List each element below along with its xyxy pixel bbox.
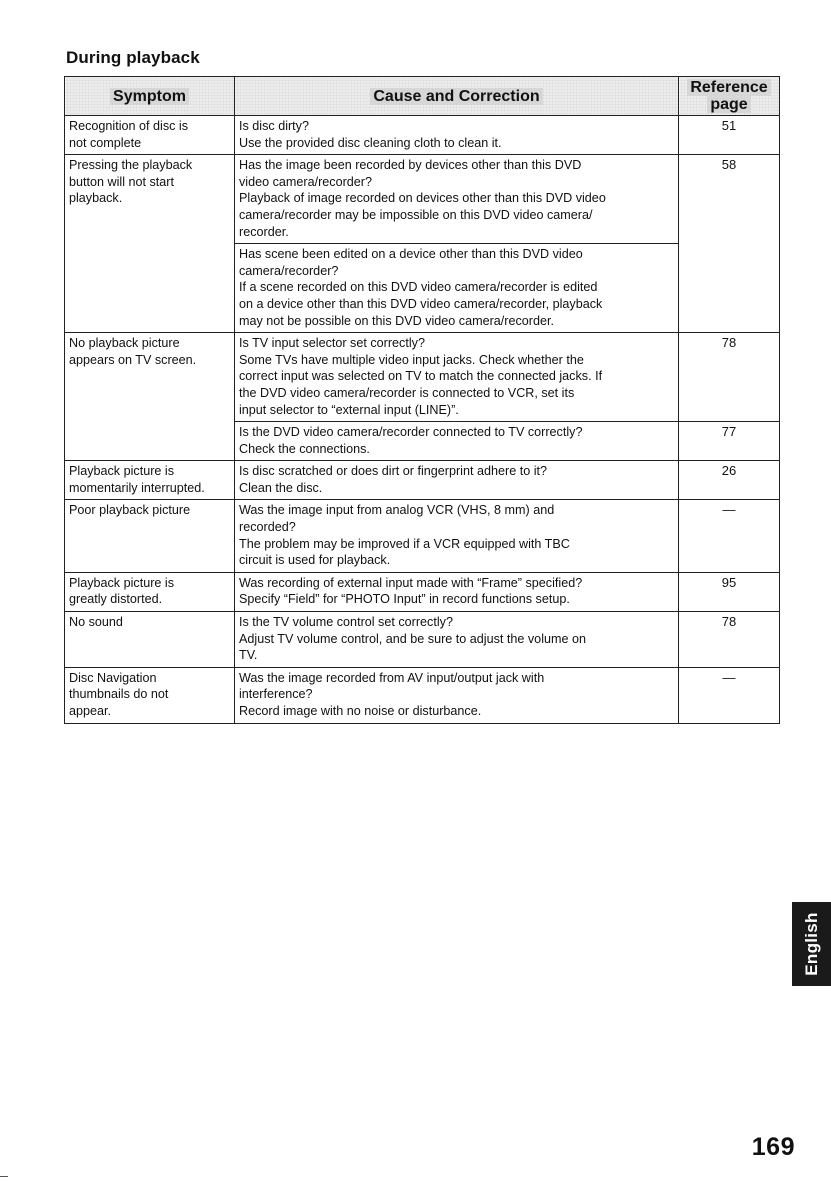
reference-page-cell: 78	[679, 612, 780, 668]
symptom-cell: Pressing the playback button will not start playback.	[65, 155, 235, 333]
section-title: During playback	[66, 48, 200, 67]
table-row	[65, 333, 780, 422]
header-reference-page: Reference page	[679, 77, 780, 116]
cause-correction-cell: Has scene been edited on a device other than this DVD video camera/recorder? If a scene recorded on this DVD video camera/recorder is edited on a device other than this DVD video camera/recorder, playback may not be possible on this DVD video camera/recorder.	[235, 244, 679, 333]
symptom-cell: No playback picture appears on TV screen.	[65, 333, 235, 461]
cause-correction-cell: Is disc scratched or does dirt or fingerprint adhere to it? Clean the disc.	[235, 461, 679, 500]
troubleshooting-table	[64, 76, 780, 724]
table-row	[65, 500, 780, 572]
header-cause-and-correction: Cause and Correction	[235, 77, 679, 116]
symptom-cell: Disc Navigation thumbnails do not appear.	[65, 667, 235, 723]
table-header-row	[65, 77, 780, 116]
cause-correction-cell: Is TV input selector set correctly? Some TVs have multiple video input jacks. Check whether the correct input was selected on TV to match the connected jacks. If the DVD video camera/recorder is connected to VCR, set its input selector to “external input (LINE)”.	[235, 333, 679, 422]
language-tab-label: English	[801, 912, 821, 976]
reference-page-cell: —	[679, 500, 780, 572]
table-row	[65, 572, 780, 611]
symptom-cell: Playback picture is greatly distorted.	[65, 572, 235, 611]
table-row	[65, 461, 780, 500]
reference-page-cell: 78	[679, 333, 780, 422]
cause-correction-cell: Has the image been recorded by devices other than this DVD video camera/recorder? Playback of image recorded on devices other than this DVD video camera/recorder may be impossible on this DVD video camera/ recorder.	[235, 155, 679, 244]
reference-page-cell: 51	[679, 116, 780, 155]
symptom-cell: Poor playback picture	[65, 500, 235, 572]
cause-correction-cell: Is the TV volume control set correctly? Adjust TV volume control, and be sure to adjust the volume on TV.	[235, 612, 679, 668]
language-tab	[792, 902, 831, 986]
reference-page-cell: 26	[679, 461, 780, 500]
reference-page-cell: 95	[679, 572, 780, 611]
table-row	[65, 116, 780, 155]
header-symptom: Symptom	[65, 77, 235, 116]
symptom-cell: Playback picture is momentarily interrupted.	[65, 461, 235, 500]
reference-page-cell: 77	[679, 422, 780, 461]
cause-correction-cell: Was recording of external input made with “Frame” specified? Specify “Field” for “PHOTO Input” in record functions setup.	[235, 572, 679, 611]
symptom-cell: No sound	[65, 612, 235, 668]
cause-correction-cell: Is disc dirty? Use the provided disc cleaning cloth to clean it.	[235, 116, 679, 155]
cause-correction-cell: Is the DVD video camera/recorder connected to TV correctly? Check the connections.	[235, 422, 679, 461]
page-number: 169	[751, 1133, 795, 1161]
table-row	[65, 612, 780, 668]
table-row	[65, 667, 780, 723]
crop-mark	[0, 1176, 8, 1177]
reference-page-cell: —	[679, 667, 780, 723]
table-row	[65, 155, 780, 244]
table-body	[65, 116, 780, 724]
cause-correction-cell: Was the image recorded from AV input/output jack with interference? Record image with no noise or disturbance.	[235, 667, 679, 723]
symptom-cell: Recognition of disc is not complete	[65, 116, 235, 155]
cause-correction-cell: Was the image input from analog VCR (VHS, 8 mm) and recorded? The problem may be improved if a VCR equipped with TBC circuit is used for playback.	[235, 500, 679, 572]
reference-page-cell: 58	[679, 155, 780, 333]
